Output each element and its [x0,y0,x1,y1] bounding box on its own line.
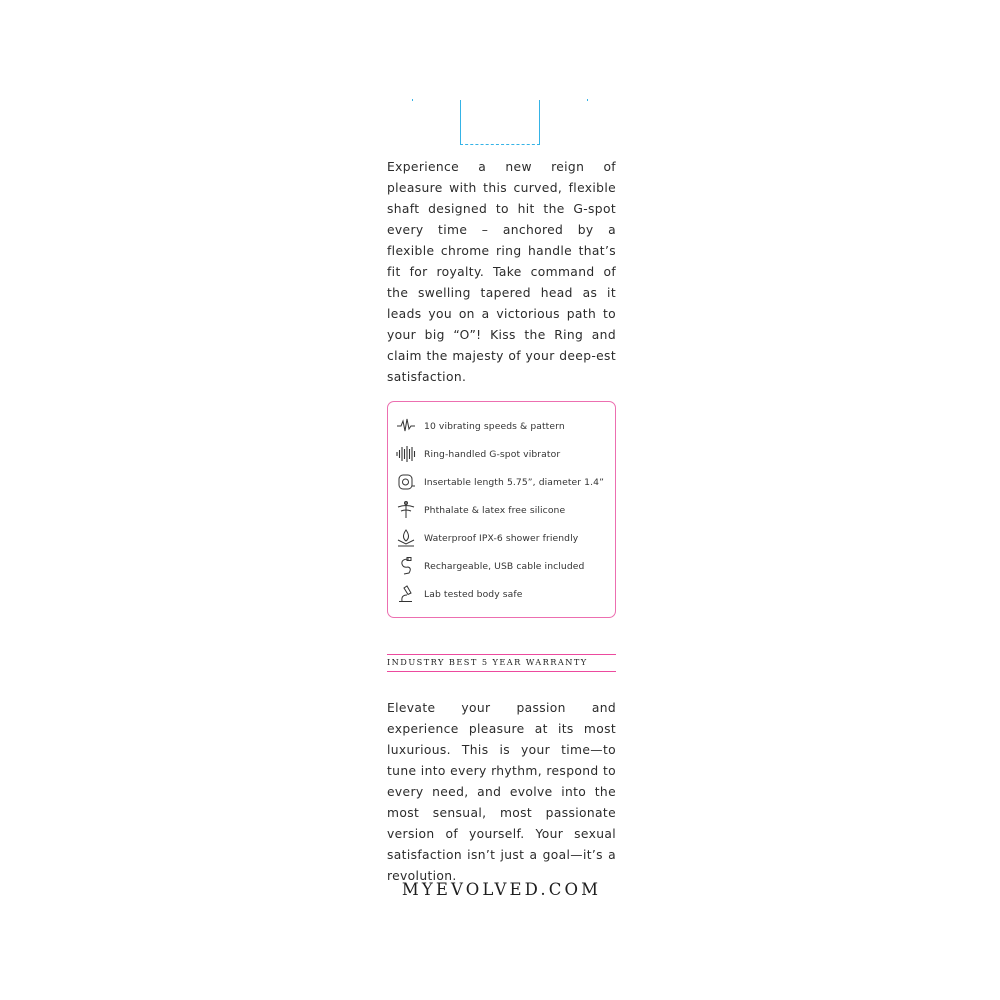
feature-item [395,443,560,465]
feature-box [387,401,616,618]
vibration-wave-icon [395,415,417,437]
product-description: Experience a new reign of pleasure with this curved, flexible shaft designed to hit the G-spot every time – anchored by a flexible chrome ring handle that’s fit for royalty. Take command of the swelling tapered head as it leads you on a victorious path to your big “O”! Kiss the Ring and claim the majesty of your deep-est satisfaction. [387,160,616,384]
feature-item [395,527,578,549]
usb-cable-icon [395,555,417,577]
feature-label: Insertable length 5.75”, diameter 1.4” [424,476,604,488]
feature-label: Ring-handled G-spot vibrator [424,448,561,460]
molecule-icon [395,499,417,521]
sound-bars-icon [395,443,417,465]
website-url: MYEVOLVED.COM [401,880,602,899]
feature-label: Rechargeable, USB cable included [424,560,585,572]
feature-label: Phthalate & latex free silicone [424,504,566,516]
water-drop-icon [395,527,417,549]
hang-tab-cutout [460,100,540,145]
feature-label: Waterproof IPX-6 shower friendly [424,532,579,544]
warranty-banner: INDUSTRY BEST 5 YEAR WARRANTY [387,654,616,672]
closing-paragraph: Elevate your passion and experience pleasure at its most luxurious. This is your time—to tune into every rhythm, respond to every need, and evolve into the most sensual, most passionate version of yourself. Your sexual satisfaction isn’t just a goal—it’s a revolution. [387,701,616,883]
feature-label: Lab tested body safe [424,588,523,600]
microscope-icon [395,583,417,605]
feature-label: 10 vibrating speeds & pattern [424,420,565,432]
dieline-mark [587,99,588,101]
feature-item [395,415,565,437]
feature-item [395,471,604,493]
dieline-mark [412,99,413,101]
feature-item [395,499,565,521]
feature-item [395,555,584,577]
feature-item [395,583,523,605]
measuring-tape-icon [395,471,417,493]
package-panel [387,0,616,1000]
